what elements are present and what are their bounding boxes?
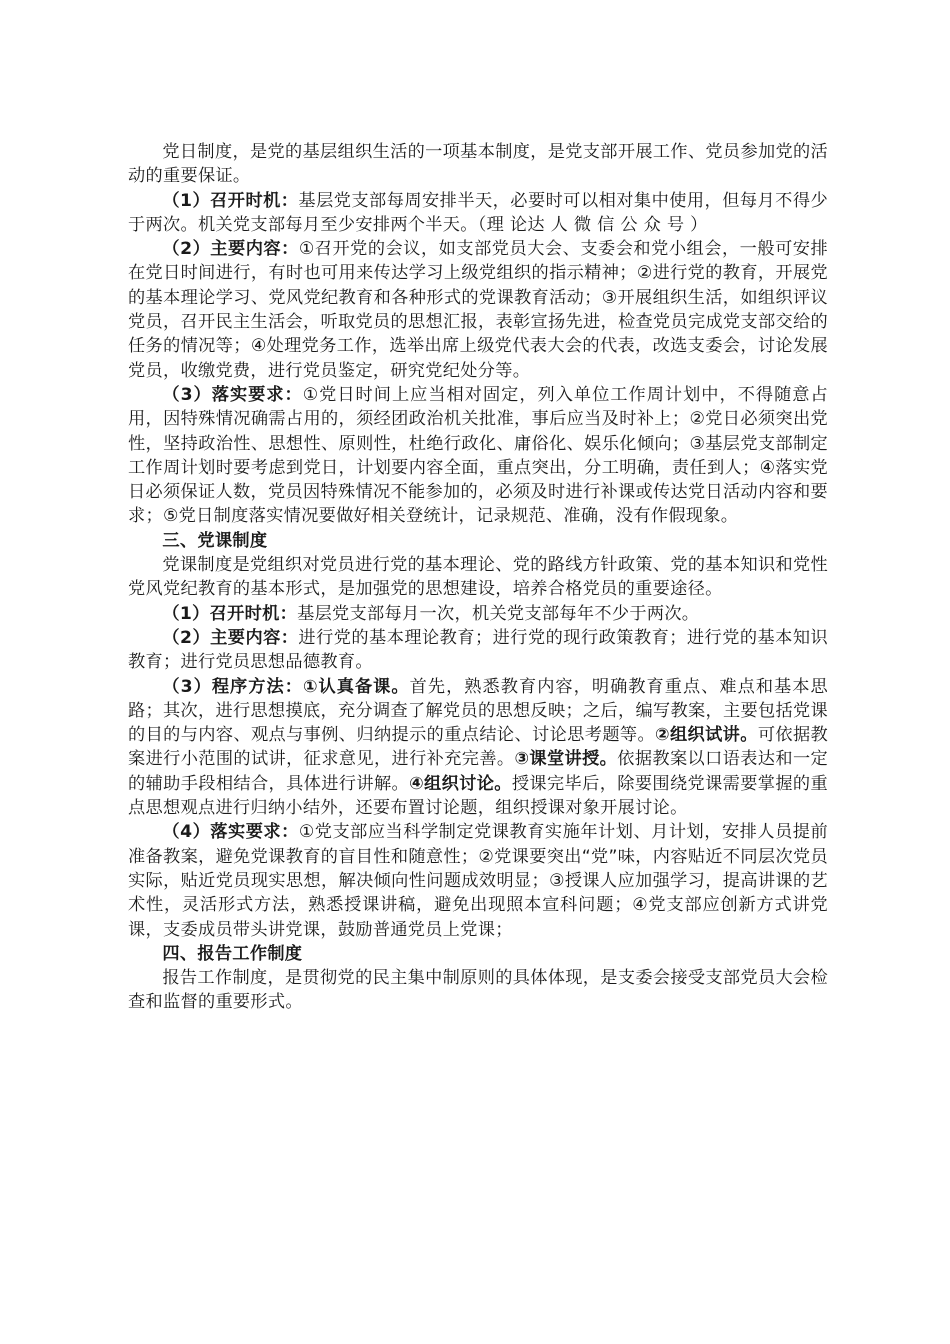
document-body (128, 140, 828, 1015)
paragraph-text: 基层党支部每月一次，机关党支部每年不少于两次。 (297, 603, 700, 624)
paragraph-label: （3）落实要求： (162, 384, 303, 405)
step-text: 授课完毕后，除要围绕党课需要掌握的重点思想观点进行归纳小结外，还要布置讨论题，组织授课对象开展讨论。 (128, 773, 828, 819)
paragraph-lecture-intro (128, 553, 828, 602)
paragraph-label: （4）落实要求： (162, 822, 299, 843)
paragraph-text: 党课制度是党组织对党员进行党的基本理论、党的路线方针政策、党的基本知识和党性党风党纪教育的基本形式，是加强党的思想建设，培养合格党员的重要途径。 (128, 555, 828, 600)
section-heading-party-lecture: 三、党课制度 (162, 530, 268, 551)
step-text: 首先，熟悉教育内容，明确教育重点、难点和基本思路；其次，进行思想摸底，充分调查了解党员的思想反映；之后，编写教案，主要包括党课的目的与内容、观点与事例、归纳提示的重点结论、讨论思考题等。 (128, 676, 828, 746)
paragraph-text: 报告工作制度，是贯彻党的民主集中制原则的具体体现，是支委会接受支部党员大会检查和监督的重要形式。 (128, 968, 828, 1013)
step-label: ①认真备课。 (302, 676, 410, 697)
step-text: 依据教案以口语表达和一定的辅助手段相结合，具体进行讲解。 (128, 749, 828, 794)
paragraph-report-intro (128, 966, 828, 1015)
paragraph-label: （2）主要内容： (162, 627, 299, 648)
step-label: ③课堂讲授。 (514, 749, 618, 770)
paragraph-label: （2）主要内容： (162, 239, 299, 260)
paragraph-timing (128, 189, 828, 238)
paragraph-requirements (128, 383, 828, 529)
paragraph-text: ①党日时间上应当相对固定，列入单位工作周计划中，不得随意占用，因特殊情况确需占用的，须经团政治机关批准，事后应当及时补上；②党日必须突出党性，坚持政治性、思想性、原则性，杜绝行政化、庸俗化、娱乐化倾向；③基层党支部制定工作周计划时要考虑到党日，计划要内容全面，重点突出，分工明确，责任到人；④落实党日必须保证人数，党员因特殊情况不能参加的，必须及时进行补课或传达党日活动内容和要求；⑤党日制度落实情况要做好相关登统计，记录规范、准确，没有作假现象。 (128, 384, 828, 527)
step-text: 可依据教案进行小范围的试讲，征求意见，进行补充完善。 (128, 725, 829, 770)
paragraph-main-content (128, 237, 828, 383)
paragraph-label: （3）程序方法： (162, 676, 303, 697)
paragraph-text: ①召开党的会议，如支部党员大会、支委会和党小组会，一般可安排在党日时间进行，有时也可用来传达学习上级党组织的指示精神；②进行党的教育，开展党的基本理论学习、党风党纪教育和各种形式的党课教育活动；③开展组织生活，如组织评议党员，召开民主生活会，听取党员的思想汇报，表彰宣扬先进，检查党员完成党支部交给的任务的情况等；④处理党务工作，选举出席上级党代表大会的代表，改选支委会，讨论发展党员，收缴党费，进行党员鉴定，研究党纪处分等。 (128, 239, 828, 381)
paragraph-text: 基层党支部每周安排半天，必要时可以相对集中使用，但每月不得少于两次。机关党支部每月至少安排两个半天。（理 论达 人 微 信 公 众 号 ） (128, 190, 828, 235)
section-heading-report-work: 四、报告工作制度 (162, 943, 303, 964)
paragraph-label: （1）召开时机： (162, 603, 298, 624)
paragraph-label: （1）召开时机： (162, 190, 299, 211)
paragraph-text: ①党支部应当科学制定党课教育实施年计划、月计划，安排人员提前准备教案，避免党课教育的盲目性和随意性；②党课要突出“党”味，内容贴近不同层次党员实际，贴近党员现实思想，解决倾向性问题成效明显；③授课人应加强学习，提高讲课的艺术性，灵活形式方法，熟悉授课讲稿，避免出现照本宣科问题；④党支部应创新方式讲党课，支委成员带头讲党课，鼓励普通党员上党课； (128, 822, 828, 940)
paragraph-text: 党日制度，是党的基层组织生活的一项基本制度，是党支部开展工作、党员参加党的活动的重要保证。 (128, 142, 828, 187)
step-label: ④组织讨论。 (409, 773, 512, 794)
paragraph-lecture-timing (128, 602, 828, 626)
paragraph-lecture-content (128, 626, 828, 675)
paragraph-text: 进行党的基本理论教育；进行党的现行政策教育；进行党的基本知识教育；进行党员思想品德教育。 (128, 627, 828, 673)
paragraph-lecture-requirements (128, 820, 828, 941)
paragraph-intro (128, 140, 828, 189)
step-label: ②组织试讲。 (655, 725, 758, 746)
paragraph-lecture-procedure (128, 675, 828, 821)
